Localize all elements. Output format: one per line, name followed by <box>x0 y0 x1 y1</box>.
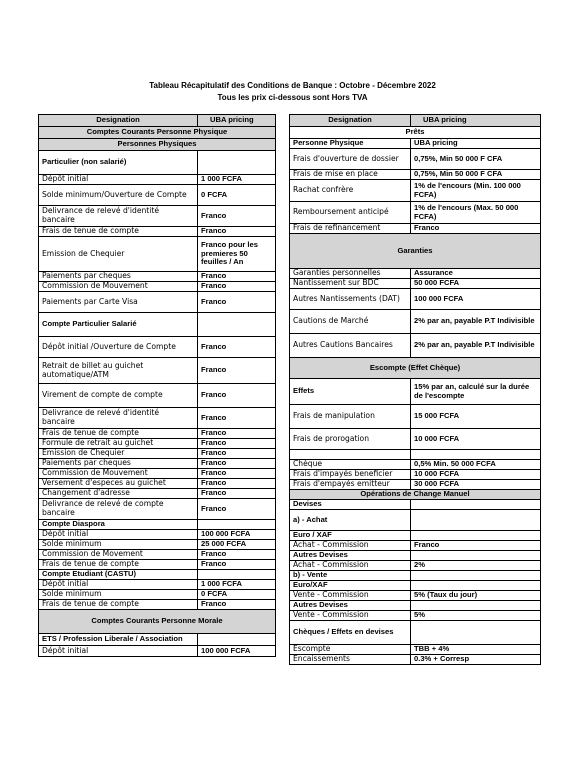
right-subheading-row <box>290 571 541 581</box>
right-section-header <box>290 358 541 379</box>
table-row <box>39 530 276 540</box>
row-designation: Frais de refinancement <box>290 224 411 234</box>
row-pricing <box>411 450 541 460</box>
title-line-2: Tous les prix ci-dessous sont Hors TVA <box>217 93 368 102</box>
row-designation: b) - Vente <box>290 571 411 581</box>
table-row <box>290 279 541 289</box>
table-row <box>39 175 276 185</box>
left-header-designation: Designation <box>39 115 198 127</box>
left-table-header <box>39 115 276 127</box>
row-designation: Retrait de billet au guichet automatique/ATM <box>39 358 198 384</box>
row-designation: ETS / Profession Liberale / Association <box>39 634 198 646</box>
row-pricing <box>411 571 541 581</box>
row-pricing: Franco <box>198 337 276 358</box>
row-pricing: 2% <box>411 561 541 571</box>
table-row <box>39 540 276 550</box>
row-designation: Frais d'impayés beneficier <box>290 470 411 480</box>
table-row <box>39 459 276 469</box>
left-subheading-row <box>39 634 276 646</box>
row-pricing <box>198 520 276 530</box>
row-pricing: 5% (Taux du jour) <box>411 591 541 601</box>
row-pricing: Franco <box>411 224 541 234</box>
row-pricing: Franco <box>198 384 276 408</box>
left-subheading-row <box>39 313 276 337</box>
row-pricing: 15% par an, calculé sur la durée de l'escompte <box>411 379 541 405</box>
row-designation: Vente - Commission <box>290 611 411 621</box>
row-designation: Commission de Mouvement <box>39 282 198 292</box>
table-row <box>290 561 541 571</box>
row-designation: Commission de Movement <box>39 550 198 560</box>
row-pricing: 1 000 FCFA <box>198 175 276 185</box>
table-row <box>39 337 276 358</box>
left-subheading-row <box>39 570 276 580</box>
left-section-header <box>39 139 276 151</box>
right-subheading-row <box>290 551 541 561</box>
row-pricing <box>411 621 541 645</box>
table-row <box>290 170 541 180</box>
row-pricing: 0.3% + Corresp <box>411 655 541 665</box>
row-pricing: Franco <box>198 449 276 459</box>
row-pricing: Franco <box>198 600 276 610</box>
row-designation: Versement d'especes au guichet <box>39 479 198 489</box>
row-pricing <box>411 531 541 541</box>
document-title <box>0 80 585 104</box>
table-row <box>290 149 541 170</box>
row-designation: Frais de tenue de compte <box>39 429 198 439</box>
section-title: Escompte (Effet Chèque) <box>290 358 541 379</box>
table-row <box>39 560 276 570</box>
row-pricing: Franco <box>198 272 276 282</box>
row-designation <box>290 450 411 460</box>
right-subheading-row <box>290 500 541 510</box>
table-row <box>290 405 541 429</box>
row-designation: Chèque <box>290 460 411 470</box>
section-title: Prêts <box>290 127 541 139</box>
row-designation: Frais de tenue de compte <box>39 560 198 570</box>
row-pricing: 100 000 FCFA <box>198 530 276 540</box>
row-designation: Euro/XAF <box>290 581 411 591</box>
row-designation: Changement d'adresse <box>39 489 198 499</box>
right-subheading-row <box>290 139 541 149</box>
row-pricing: Franco <box>198 469 276 479</box>
row-designation: Vente - Commission <box>290 591 411 601</box>
row-designation: Solde minimum/Ouverture de Compte <box>39 185 198 206</box>
row-pricing <box>198 313 276 337</box>
table-row <box>290 460 541 470</box>
row-pricing <box>411 500 541 510</box>
row-pricing: Franco <box>198 560 276 570</box>
row-pricing: 5% <box>411 611 541 621</box>
row-pricing: Franco <box>198 206 276 227</box>
row-designation: Delivrance de relevé d'identité bancaire <box>39 206 198 227</box>
table-row <box>39 449 276 459</box>
table-row <box>290 480 541 490</box>
row-pricing: Franco <box>198 282 276 292</box>
row-designation: Solde minimum <box>39 590 198 600</box>
left-subheading-row <box>39 151 276 175</box>
row-designation: Frais de tenue de compte <box>39 600 198 610</box>
table-row <box>290 310 541 334</box>
row-pricing: UBA pricing <box>411 139 541 149</box>
row-pricing: Franco <box>198 489 276 499</box>
row-pricing: Franco <box>198 408 276 429</box>
row-designation: Dépôt initial <box>39 580 198 590</box>
row-designation: Escompte <box>290 645 411 655</box>
table-row <box>39 292 276 313</box>
row-designation: Dépôt initial /Ouverture de Compte <box>39 337 198 358</box>
right-section-header <box>290 234 541 269</box>
row-designation: Solde minimum <box>39 540 198 550</box>
row-designation: Paiements par cheques <box>39 272 198 282</box>
row-pricing: 25 000 FCFA <box>198 540 276 550</box>
row-designation: Paiements par Carte Visa <box>39 292 198 313</box>
row-pricing <box>198 151 276 175</box>
right-header-designation: Designation <box>290 115 411 127</box>
table-row <box>39 272 276 282</box>
row-designation: Effets <box>290 379 411 405</box>
row-designation: Autres Cautions Bancaires <box>290 334 411 358</box>
table-row <box>290 655 541 665</box>
row-pricing: Assurance <box>411 269 541 279</box>
left-section-header <box>39 127 276 139</box>
right-section-header <box>290 490 541 500</box>
row-pricing: 10 000 FCFA <box>411 429 541 450</box>
row-designation: Devises <box>290 500 411 510</box>
table-row <box>39 590 276 600</box>
row-designation: Cautions de Marché <box>290 310 411 334</box>
table-row <box>290 202 541 224</box>
row-designation: Dépôt initial <box>39 175 198 185</box>
table-row <box>39 408 276 429</box>
row-designation: Formule de retrait au guichet <box>39 439 198 449</box>
right-subheading-row <box>290 581 541 591</box>
table-row <box>39 646 276 657</box>
row-designation: Achat - Commission <box>290 561 411 571</box>
table-row <box>39 227 276 237</box>
table-row <box>39 550 276 560</box>
row-pricing: 2% par an, payable P.T Indivisible <box>411 334 541 358</box>
row-pricing: 0 FCFA <box>198 185 276 206</box>
table-row <box>39 358 276 384</box>
row-designation: Frais de mise en place <box>290 170 411 180</box>
row-designation: Commission de Mouvement <box>39 469 198 479</box>
row-designation: Delivrance de relevé de compte bancaire <box>39 499 198 520</box>
table-row <box>290 645 541 655</box>
row-pricing: Franco <box>198 459 276 469</box>
row-pricing: Franco <box>198 358 276 384</box>
row-designation: Compte Etudiant (CASTU) <box>39 570 198 580</box>
row-pricing: 100 000 FCFA <box>198 646 276 657</box>
row-pricing: Franco pour les premieres 50 feuilles / An <box>198 237 276 272</box>
row-designation: Compte Particulier Salarié <box>39 313 198 337</box>
row-pricing: 30 000 FCFA <box>411 480 541 490</box>
row-pricing <box>411 510 541 531</box>
section-title: Opérations de Change Manuel <box>290 490 541 500</box>
row-designation: Encaissements <box>290 655 411 665</box>
row-designation: Nantissement sur BDC <box>290 279 411 289</box>
row-pricing: Franco <box>198 292 276 313</box>
row-pricing: 50 000 FCFA <box>411 279 541 289</box>
row-designation: Particulier (non salarié) <box>39 151 198 175</box>
row-designation: a) - Achat <box>290 510 411 531</box>
row-pricing: 0 FCFA <box>198 590 276 600</box>
table-row <box>290 429 541 450</box>
left-section-header <box>39 610 276 634</box>
right-section-header <box>290 127 541 139</box>
row-designation: Dépôt initial <box>39 646 198 657</box>
table-row <box>39 185 276 206</box>
row-pricing: 1% de l'encours (Max. 50 000 FCFA) <box>411 202 541 224</box>
row-designation: Autres Devises <box>290 601 411 611</box>
row-pricing: Franco <box>198 550 276 560</box>
row-designation: Autres Nantissements (DAT) <box>290 289 411 310</box>
row-designation: Euro / XAF <box>290 531 411 541</box>
table-row <box>290 541 541 551</box>
row-designation: Remboursement anticipé <box>290 202 411 224</box>
table-row <box>39 429 276 439</box>
right-subheading-row <box>290 601 541 611</box>
table-row <box>290 269 541 279</box>
row-designation: Compte Diaspora <box>39 520 198 530</box>
right-header-pricing: UBA pricing <box>411 115 541 127</box>
right-subheading-row <box>290 531 541 541</box>
row-designation: Personne Physique <box>290 139 411 149</box>
row-pricing: Franco <box>198 499 276 520</box>
row-pricing <box>411 601 541 611</box>
row-designation: Frais de tenue de compte <box>39 227 198 237</box>
row-designation: Frais de prorogation <box>290 429 411 450</box>
table-row <box>290 450 541 460</box>
row-pricing <box>198 570 276 580</box>
row-designation: Frais d'ouverture de dossier <box>290 149 411 170</box>
row-pricing: 15 000 FCFA <box>411 405 541 429</box>
row-designation: Paiements par cheques <box>39 459 198 469</box>
table-row <box>39 489 276 499</box>
title-line-1: Tableau Récapitulatif des Conditions de Banque : Octobre - Décembre 2022 <box>149 81 436 90</box>
section-title: Personnes Physiques <box>39 139 276 151</box>
table-row <box>39 469 276 479</box>
right-table-header <box>290 115 541 127</box>
row-designation: Rachat confrère <box>290 180 411 202</box>
table-row <box>290 591 541 601</box>
table-row <box>290 289 541 310</box>
row-pricing: 0,75%, Min 50 000 F CFA <box>411 170 541 180</box>
table-row <box>290 611 541 621</box>
table-row <box>39 237 276 272</box>
row-pricing: 10 000 FCFA <box>411 470 541 480</box>
table-row <box>290 334 541 358</box>
row-pricing: 1% de l'encours (Min. 100 000 FCFA) <box>411 180 541 202</box>
row-designation: Frais de manipulation <box>290 405 411 429</box>
row-pricing: 1 000 FCFA <box>198 580 276 590</box>
table-row <box>39 479 276 489</box>
table-row <box>39 600 276 610</box>
left-pricing-table <box>38 114 276 657</box>
left-subheading-row <box>39 520 276 530</box>
row-pricing: 0,5% Min. 50 000 FCFA <box>411 460 541 470</box>
right-subheading-row <box>290 621 541 645</box>
row-designation: Frais d'empayés emitteur <box>290 480 411 490</box>
row-pricing <box>411 551 541 561</box>
table-row <box>39 384 276 408</box>
table-row <box>39 282 276 292</box>
right-subheading-row <box>290 510 541 531</box>
table-row <box>39 439 276 449</box>
table-row <box>39 206 276 227</box>
row-pricing: 2% par an, payable P.T Indivisible <box>411 310 541 334</box>
row-pricing <box>411 581 541 591</box>
row-designation: Garanties personnelles <box>290 269 411 279</box>
row-designation: Autres Devises <box>290 551 411 561</box>
row-pricing: Franco <box>198 439 276 449</box>
table-row <box>39 580 276 590</box>
section-title: Comptes Courants Personne Physique <box>39 127 276 139</box>
table-row <box>290 470 541 480</box>
row-designation: Emission de Chequier <box>39 449 198 459</box>
row-designation: Delivrance de relevé d'identité bancaire <box>39 408 198 429</box>
row-pricing: Franco <box>411 541 541 551</box>
row-pricing: 0,75%, Min 50 000 F CFA <box>411 149 541 170</box>
row-pricing: 100 000 FCFA <box>411 289 541 310</box>
section-title: Comptes Courants Personne Morale <box>39 610 276 634</box>
table-row <box>290 180 541 202</box>
row-designation: Virement de compte de compte <box>39 384 198 408</box>
row-pricing: Franco <box>198 227 276 237</box>
left-header-pricing: UBA pricing <box>198 115 276 127</box>
row-designation: Emission de Chequier <box>39 237 198 272</box>
row-pricing <box>198 634 276 646</box>
section-title: Garanties <box>290 234 541 269</box>
row-pricing: Franco <box>198 429 276 439</box>
row-designation: Dépôt initial <box>39 530 198 540</box>
right-pricing-table <box>289 114 541 665</box>
right-subheading-row <box>290 379 541 405</box>
table-row <box>290 224 541 234</box>
row-pricing: Franco <box>198 479 276 489</box>
row-pricing: TBB + 4% <box>411 645 541 655</box>
table-row <box>39 499 276 520</box>
row-designation: Achat - Commission <box>290 541 411 551</box>
row-designation: Chèques / Effets en devises <box>290 621 411 645</box>
